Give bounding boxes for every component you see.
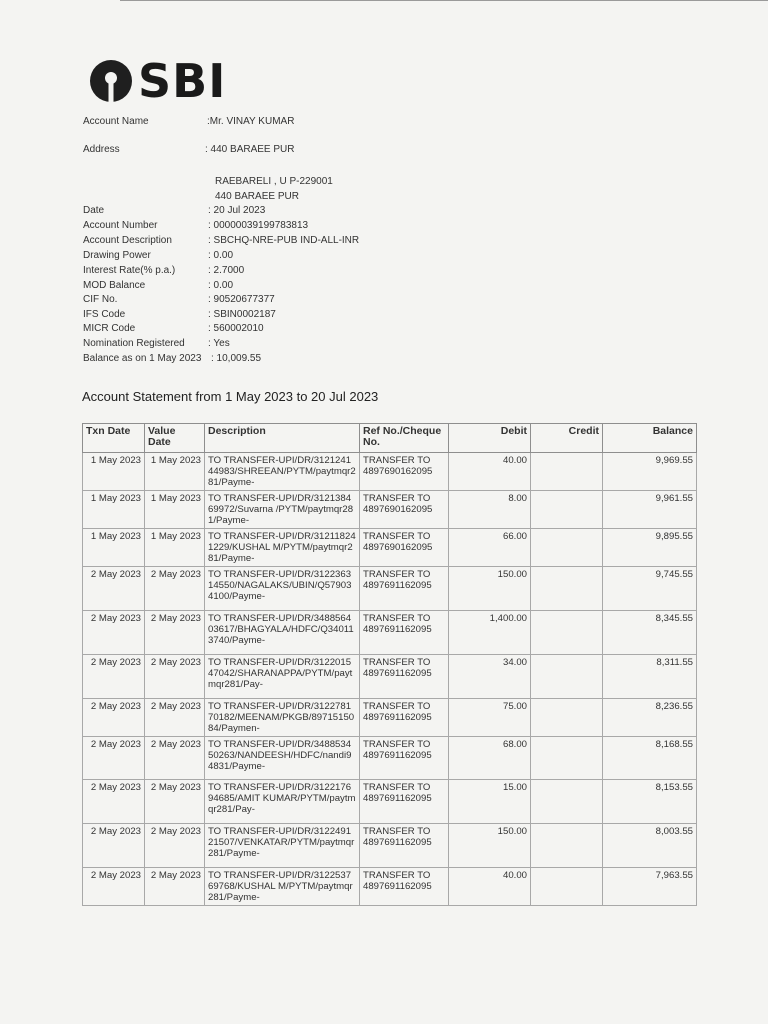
- info-label: Balance as on 1 May 2023: [83, 353, 202, 364]
- ref-line: 4897690162095: [363, 466, 433, 477]
- ref-line: TRANSFER TO: [363, 531, 431, 542]
- description-cell: TO TRANSFER-UPI/DR/348856403617/BHAGYALA/HDFC/Q340113740/Payme-: [205, 611, 360, 655]
- sbi-logo: [88, 56, 226, 106]
- txn-date-cell: 2 May 2023: [83, 611, 145, 655]
- description-cell: TO TRANSFER-UPI/DR/348853450263/NANDEESH/HDFC/nandi94831/Payme-: [205, 737, 360, 780]
- ref-cell: [360, 868, 449, 906]
- info-value: :Mr. VINAY KUMAR: [207, 116, 295, 127]
- credit-cell: [531, 868, 603, 906]
- description-cell: TO TRANSFER-UPI/DR/312118241229/KUSHAL M/PYTM/paytmqr281/Payme-: [205, 529, 360, 567]
- balance-cell: 8,003.55: [603, 824, 697, 868]
- credit-cell: [531, 491, 603, 529]
- credit-cell: [531, 824, 603, 868]
- ref-line: 4897691162095: [363, 668, 432, 679]
- credit-cell: [531, 780, 603, 824]
- balance-cell: 9,961.55: [603, 491, 697, 529]
- value-date-cell: 2 May 2023: [145, 824, 205, 868]
- debit-cell: 150.00: [449, 824, 531, 868]
- credit-cell: [531, 611, 603, 655]
- credit-cell: [531, 737, 603, 780]
- credit-cell: [531, 699, 603, 737]
- info-value: RAEBARELI , U P-229001: [215, 176, 333, 187]
- ref-line: 4897691162095: [363, 837, 432, 848]
- ref-cell: [360, 699, 449, 737]
- ref-line: TRANSFER TO: [363, 739, 431, 750]
- header-debit: Debit: [449, 424, 531, 453]
- debit-cell: 34.00: [449, 655, 531, 699]
- txn-date-cell: 1 May 2023: [83, 453, 145, 491]
- table-row: [83, 737, 697, 780]
- header-description: Description: [205, 424, 360, 453]
- debit-cell: 1,400.00: [449, 611, 531, 655]
- sbi-logo-icon: [88, 58, 134, 104]
- description-cell: TO TRANSFER-UPI/DR/312201547042/SHARANAPPA/PYTM/paytmqr281/Pay-: [205, 655, 360, 699]
- info-label: Nomination Registered: [83, 338, 185, 349]
- ref-line: TRANSFER TO: [363, 826, 431, 837]
- info-value: : 00000039199783813: [208, 220, 309, 231]
- ref-cell: [360, 453, 449, 491]
- ref-line: 4897691162095: [363, 750, 432, 761]
- header-ref-no: Ref No./Cheque No.: [360, 424, 449, 453]
- description-cell: TO TRANSFER-UPI/DR/312124144983/SHREEAN/PYTM/paytmqr281/Payme-: [205, 453, 360, 491]
- balance-cell: 8,345.55: [603, 611, 697, 655]
- ref-line: 4897691162095: [363, 580, 432, 591]
- value-date-cell: 1 May 2023: [145, 491, 205, 529]
- description-cell: TO TRANSFER-UPI/DR/312249121507/VENKATAR/PYTM/paytmqr281/Payme-: [205, 824, 360, 868]
- table-row: [83, 824, 697, 868]
- info-label: Drawing Power: [83, 250, 151, 261]
- description-cell: TO TRANSFER-UPI/DR/312236314550/NAGALAKS/UBIN/Q579034100/Payme-: [205, 567, 360, 611]
- debit-cell: 40.00: [449, 868, 531, 906]
- ref-line: 4897691162095: [363, 881, 432, 892]
- credit-cell: [531, 567, 603, 611]
- info-value: : 0.00: [208, 280, 234, 291]
- value-date-cell: 2 May 2023: [145, 567, 205, 611]
- info-value: : Yes: [208, 338, 230, 349]
- info-value: : 90520677377: [208, 294, 275, 305]
- balance-cell: 8,311.55: [603, 655, 697, 699]
- balance-cell: 7,963.55: [603, 868, 697, 906]
- description-cell: TO TRANSFER-UPI/DR/312138469972/Suvarna /PYTM/paytmqr281/Payme-: [205, 491, 360, 529]
- txn-date-cell: 1 May 2023: [83, 491, 145, 529]
- description-cell: TO TRANSFER-UPI/DR/312217694685/AMIT KUMAR/PYTM/paytmqr281/Pay-: [205, 780, 360, 824]
- value-date-cell: 2 May 2023: [145, 655, 205, 699]
- info-label: Date: [83, 205, 105, 216]
- value-date-cell: 2 May 2023: [145, 780, 205, 824]
- debit-cell: 8.00: [449, 491, 531, 529]
- table-header-row: [83, 424, 697, 453]
- ref-cell: [360, 529, 449, 567]
- balance-cell: 9,895.55: [603, 529, 697, 567]
- txn-date-cell: 2 May 2023: [83, 699, 145, 737]
- ref-line: TRANSFER TO: [363, 657, 431, 668]
- table-row: [83, 491, 697, 529]
- description-cell: TO TRANSFER-UPI/DR/312278170182/MEENAM/PKGB/8971515084/Paymen-: [205, 699, 360, 737]
- info-value: : 560002010: [208, 323, 264, 334]
- balance-cell: 8,236.55: [603, 699, 697, 737]
- info-label: MOD Balance: [83, 280, 146, 291]
- ref-line: 4897691162095: [363, 793, 432, 804]
- description-cell: TO TRANSFER-UPI/DR/312253769768/KUSHAL M/PYTM/paytmqr281/Payme-: [205, 868, 360, 906]
- ref-cell: [360, 655, 449, 699]
- balance-cell: 8,153.55: [603, 780, 697, 824]
- txn-date-cell: 2 May 2023: [83, 868, 145, 906]
- ref-cell: [360, 737, 449, 780]
- table-row: [83, 611, 697, 655]
- table-row: [83, 529, 697, 567]
- debit-cell: 68.00: [449, 737, 531, 780]
- balance-cell: 9,745.55: [603, 567, 697, 611]
- info-label: IFS Code: [83, 309, 126, 320]
- info-label: Account Number: [83, 220, 158, 231]
- table-row: [83, 567, 697, 611]
- info-label: Account Description: [83, 235, 172, 246]
- debit-cell: 150.00: [449, 567, 531, 611]
- value-date-cell: 1 May 2023: [145, 529, 205, 567]
- ref-line: TRANSFER TO: [363, 701, 431, 712]
- value-date-cell: 2 May 2023: [145, 737, 205, 780]
- txn-date-cell: 2 May 2023: [83, 567, 145, 611]
- value-date-cell: 2 May 2023: [145, 611, 205, 655]
- ref-line: TRANSFER TO: [363, 782, 431, 793]
- ref-cell: [360, 611, 449, 655]
- info-value: : 20 Jul 2023: [208, 205, 266, 216]
- ref-line: 4897690162095: [363, 542, 433, 553]
- txn-date-cell: 2 May 2023: [83, 737, 145, 780]
- header-value-date: Value Date: [145, 424, 205, 453]
- ref-line: 4897691162095: [363, 624, 432, 635]
- info-value: : 440 BARAEE PUR: [205, 144, 295, 155]
- ref-line: 4897691162095: [363, 712, 432, 723]
- ref-cell: [360, 780, 449, 824]
- sbi-logo-text: SBI: [138, 54, 227, 108]
- ref-cell: [360, 567, 449, 611]
- ref-line: 4897690162095: [363, 504, 433, 515]
- header-balance: Balance: [603, 424, 697, 453]
- txn-date-cell: 1 May 2023: [83, 529, 145, 567]
- info-label: Account Name: [83, 116, 149, 127]
- table-row: [83, 868, 697, 906]
- value-date-cell: 2 May 2023: [145, 868, 205, 906]
- table-row: [83, 655, 697, 699]
- debit-cell: 15.00: [449, 780, 531, 824]
- ref-line: TRANSFER TO: [363, 493, 431, 504]
- txn-date-cell: 2 May 2023: [83, 780, 145, 824]
- info-value: 440 BARAEE PUR: [215, 191, 299, 202]
- txn-date-cell: 2 May 2023: [83, 655, 145, 699]
- info-value: : SBCHQ-NRE-PUB IND-ALL-INR: [208, 235, 360, 246]
- info-value: : 2.7000: [208, 265, 245, 276]
- info-value: : SBIN0002187: [208, 309, 276, 320]
- table-row: [83, 699, 697, 737]
- ref-line: TRANSFER TO: [363, 613, 431, 624]
- ref-line: TRANSFER TO: [363, 870, 431, 881]
- scan-edge-line: [120, 0, 768, 1]
- debit-cell: 66.00: [449, 529, 531, 567]
- table-row: [83, 453, 697, 491]
- info-value: : 10,009.55: [211, 353, 262, 364]
- info-label: MICR Code: [83, 323, 136, 334]
- header-txn-date: Txn Date: [83, 424, 145, 453]
- balance-cell: 8,168.55: [603, 737, 697, 780]
- info-label: Interest Rate(% p.a.): [83, 265, 176, 276]
- value-date-cell: 2 May 2023: [145, 699, 205, 737]
- ref-cell: [360, 491, 449, 529]
- ref-line: TRANSFER TO: [363, 569, 431, 580]
- value-date-cell: 1 May 2023: [145, 453, 205, 491]
- debit-cell: 75.00: [449, 699, 531, 737]
- ref-line: TRANSFER TO: [363, 455, 431, 466]
- table-row: [83, 780, 697, 824]
- credit-cell: [531, 453, 603, 491]
- balance-cell: 9,969.55: [603, 453, 697, 491]
- transactions-table: [82, 423, 697, 906]
- debit-cell: 40.00: [449, 453, 531, 491]
- ref-cell: [360, 824, 449, 868]
- txn-date-cell: 2 May 2023: [83, 824, 145, 868]
- credit-cell: [531, 529, 603, 567]
- credit-cell: [531, 655, 603, 699]
- info-value: : 0.00: [208, 250, 234, 261]
- info-label: Address: [83, 144, 120, 155]
- header-credit: Credit: [531, 424, 603, 453]
- statement-title: Account Statement from 1 May 2023 to 20 Jul 2023: [82, 389, 379, 404]
- info-label: CIF No.: [83, 294, 118, 305]
